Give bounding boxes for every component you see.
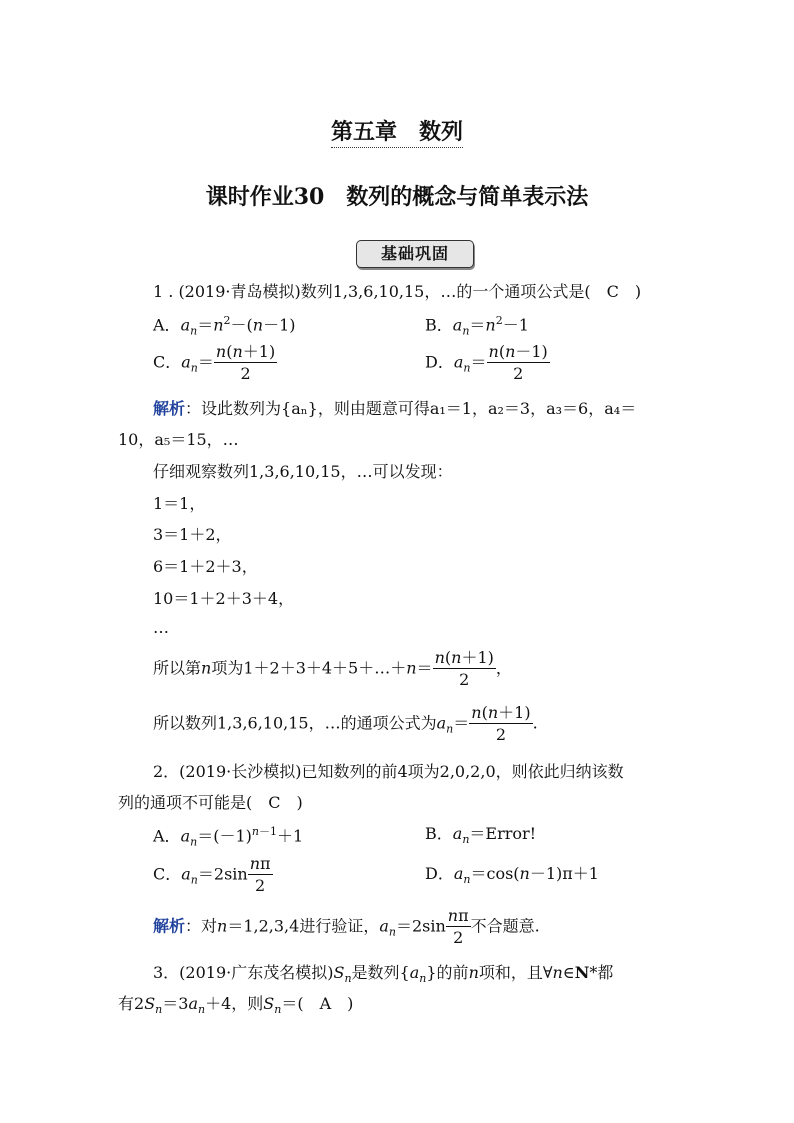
fraction: $\frac{n\pi}{2}$ [249, 854, 271, 895]
fraction: $\frac{n(n+1)}{2}$ [434, 648, 494, 689]
q2-option-d: D．$a_n=\cos(n-1)\pi+1$ [425, 864, 599, 887]
fraction: $\frac{n(n+1)}{2}$ [215, 342, 276, 383]
q2-stem-line1: 2．(2019·长沙模拟)已知数列的前4项为2,0,2,0，则依此归纳该数 [153, 762, 624, 781]
q2-option-c: C．$a_n=2\sin$ $\frac{n\pi}{2}$ [153, 854, 271, 895]
section-badge: 基础巩固 [356, 240, 474, 268]
q1-analysis-line2: 10，a₅＝15，… [118, 430, 239, 449]
q2-option-b: B．$a_n=Error$! [425, 824, 537, 847]
q1-nth-term: 所以第n项为1＋2＋3＋4＋5＋…＋n＝ $\frac{n(n+1)}{2}$ ， [153, 648, 512, 689]
fraction: $\frac{n(n+1)}{2}$ [471, 703, 531, 744]
q2-analysis: 解析：对n＝1,2,3,4进行验证，$a_n=2\sin$ $\frac{n\pi}{2}$ 不合题意. [153, 906, 540, 947]
q2-option-a: A．$a_n=(-1)^{n-1}+1$ [153, 825, 304, 849]
q1-analysis-line1: 解析：设此数列为{aₙ}，则由题意可得a₁＝1，a₂＝3，a₃＝6，a₄＝ [153, 399, 637, 418]
q1-eq1: 1＝1， [153, 494, 206, 513]
q1-dots: … [153, 618, 169, 637]
q1-option-d: D．$a_n=$ $\frac{n(n-1)}{2}$ [425, 342, 548, 383]
q1-general-term: 所以数列1,3,6,10,15，…的通项公式为$a_n=$ $\frac{n(n+1)}{2}$ . [153, 703, 538, 744]
q1-eq2: 3＝1＋2， [153, 525, 232, 544]
q1-observe: 仔细观察数列1,3,6,10,15，…可以发现： [153, 462, 453, 481]
q3-stem-line1: 3．(2019·广东茂名模拟)$S_n$是数列$\{a_n\}$的前n项和，且∀n∈N*都 [153, 963, 614, 986]
q1-option-c: C．$a_n=$ $\frac{n(n+1)}{2}$ [153, 342, 276, 383]
q1-eq4: 10＝1＋2＋3＋4， [153, 589, 295, 608]
chapter-title: 第五章 数列 [0, 121, 794, 143]
analysis-label: 解析 [153, 399, 186, 418]
q1-eq3: 6＝1＋2＋3， [153, 557, 258, 576]
q1-stem: 1 . (2019·青岛模拟)数列1,3,6,10,15，…的一个通项公式是( C ) [153, 282, 642, 301]
q1-option-b: B．$a_n=n^2-1$ [425, 314, 529, 338]
analysis-label: 解析 [153, 916, 186, 936]
q2-stem-line2: 列的通项不可能是( C ) [118, 793, 303, 812]
q3-stem-line2: 有$2S_n=3a_n+4$，则$S_n=$( A ) [118, 994, 354, 1017]
lesson-title: 课时作业30 数列的概念与简单表示法 [205, 184, 589, 210]
q1-option-a: A．$a_n=n^2-(n-1)$ [153, 314, 296, 338]
fraction: $\frac{n\pi}{2}$ [447, 906, 469, 947]
fraction: $\frac{n(n-1)}{2}$ [488, 342, 548, 383]
